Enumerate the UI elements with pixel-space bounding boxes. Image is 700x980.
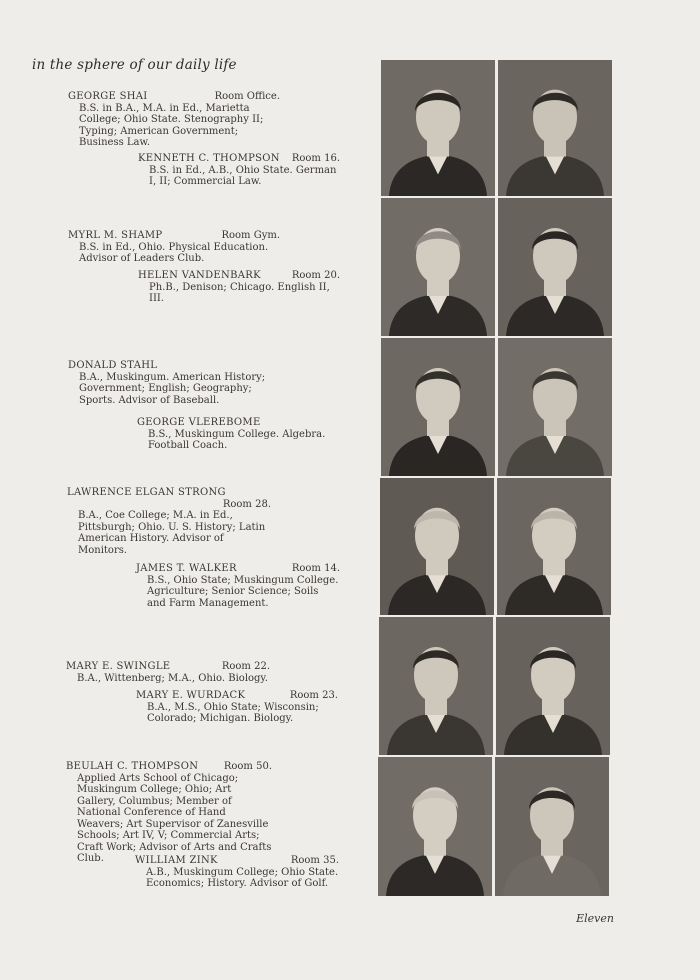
portrait-graphic: [495, 757, 609, 896]
faculty-name: BEULAH C. THOMPSON: [66, 761, 199, 772]
portrait-graphic: [381, 60, 495, 196]
faculty-room: Room Gym.: [221, 230, 280, 241]
faculty-name: WILLIAM ZINK: [135, 855, 218, 866]
faculty-credentials: B.S., Muskingum College. Algebra. Football Coach.: [148, 428, 326, 451]
portrait-graphic: [380, 478, 494, 615]
faculty-credentials: Applied Arts School of Chicago; Muskingum College; Ohio; Art Gallery, Columbus; Member of National Conference of Hand Weavers; Art Supervisor of Zanesville Schools; Art IV, V; Commercial Arts; Craft Work; Advisor of Arts and Crafts Club.: [77, 772, 272, 864]
portrait-graphic: [379, 617, 493, 755]
faculty-entry: [138, 270, 340, 305]
faculty-portrait: [498, 338, 612, 476]
faculty-entry: [137, 417, 340, 452]
faculty-credentials: B.S. in Ed., A.B., Ohio State. German I, II; Commercial Law.: [149, 164, 337, 187]
faculty-portrait: [497, 478, 611, 615]
faculty-credentials: Ph.B., Denison; Chicago. English II, III.: [149, 281, 330, 304]
faculty-portrait: [381, 338, 495, 476]
faculty-name: GEORGE VLEREBOME: [137, 417, 261, 428]
faculty-room: Room 23.: [289, 690, 338, 701]
faculty-credentials: B.A., M.S., Ohio State; Wisconsin; Colorado; Michigan. Biology.: [147, 701, 319, 724]
faculty-room: Room 35.: [290, 855, 339, 866]
faculty-name: JAMES T. WALKER: [136, 563, 237, 574]
faculty-name: DONALD STAHL: [68, 360, 158, 371]
faculty-entry: [138, 153, 340, 188]
faculty-entry: [135, 855, 339, 890]
faculty-entry: [68, 230, 280, 265]
faculty-portrait: [381, 198, 495, 336]
portrait-graphic: [378, 757, 492, 896]
faculty-portrait: [495, 757, 609, 896]
faculty-credentials: B.S. in Ed., Ohio. Physical Education. Advisor of Leaders Club.: [79, 241, 269, 264]
faculty-credentials: B.S., Ohio State; Muskingum College. Agriculture; Senior Science; Soils and Farm Management.: [147, 574, 339, 609]
faculty-name: GEORGE SHAI: [68, 91, 148, 102]
faculty-room: Room 16.: [291, 153, 340, 164]
portrait-graphic: [498, 60, 612, 196]
faculty-portrait: [381, 60, 495, 196]
faculty-portrait: [498, 60, 612, 196]
faculty-credentials: B.A., Coe College; M.A. in Ed., Pittsburgh; Ohio. U. S. History; Latin American History. Advisor of Monitors.: [78, 510, 266, 556]
faculty-name: KENNETH C. THOMPSON: [138, 153, 280, 164]
faculty-name: MARY E. WURDACK: [136, 690, 246, 701]
faculty-entry: [68, 91, 280, 149]
faculty-room: Room 50.: [223, 761, 272, 772]
faculty-portrait: [378, 757, 492, 896]
portrait-graphic: [498, 198, 612, 336]
portrait-graphic: [381, 338, 495, 476]
faculty-entry: [68, 360, 280, 406]
portrait-graphic: [381, 198, 495, 336]
faculty-entry: [136, 690, 338, 725]
faculty-name: HELEN VANDENBARK: [138, 270, 261, 281]
faculty-room: Room 20.: [291, 270, 340, 281]
faculty-portrait: [496, 617, 610, 755]
page-number-label: Eleven: [576, 912, 614, 925]
faculty-credentials: B.A., Muskingum. American History; Government; English; Geography; Sports. Advisor of Baseball.: [79, 371, 266, 406]
faculty-name: MARY E. SWINGLE: [66, 661, 171, 672]
faculty-credentials: A.B., Muskingum College; Ohio State. Economics; History. Advisor of Golf.: [146, 866, 339, 889]
faculty-room: Room 14.: [291, 563, 340, 574]
faculty-room: Room Office.: [214, 91, 280, 102]
faculty-entry: [66, 661, 270, 684]
page-heading: in the sphere of our daily life: [32, 57, 237, 73]
faculty-entry: [67, 487, 271, 556]
faculty-entry: [136, 563, 340, 609]
faculty-room: Room 22.: [221, 661, 270, 672]
faculty-name: LAWRENCE ELGAN STRONG: [67, 487, 226, 498]
faculty-room: Room 28.: [222, 498, 271, 510]
portrait-graphic: [498, 338, 612, 476]
faculty-portrait: [498, 198, 612, 336]
faculty-credentials: B.A., Wittenberg; M.A., Ohio. Biology.: [77, 672, 268, 684]
portrait-graphic: [497, 478, 611, 615]
faculty-entry: [66, 761, 272, 865]
faculty-credentials: B.S. in B.A., M.A. in Ed., Marietta College; Ohio State. Stenography II; Typing; American Government; Business Law.: [79, 102, 264, 148]
faculty-portrait: [380, 478, 494, 615]
portrait-graphic: [496, 617, 610, 755]
faculty-name: MYRL M. SHAMP: [68, 230, 163, 241]
faculty-portrait: [379, 617, 493, 755]
